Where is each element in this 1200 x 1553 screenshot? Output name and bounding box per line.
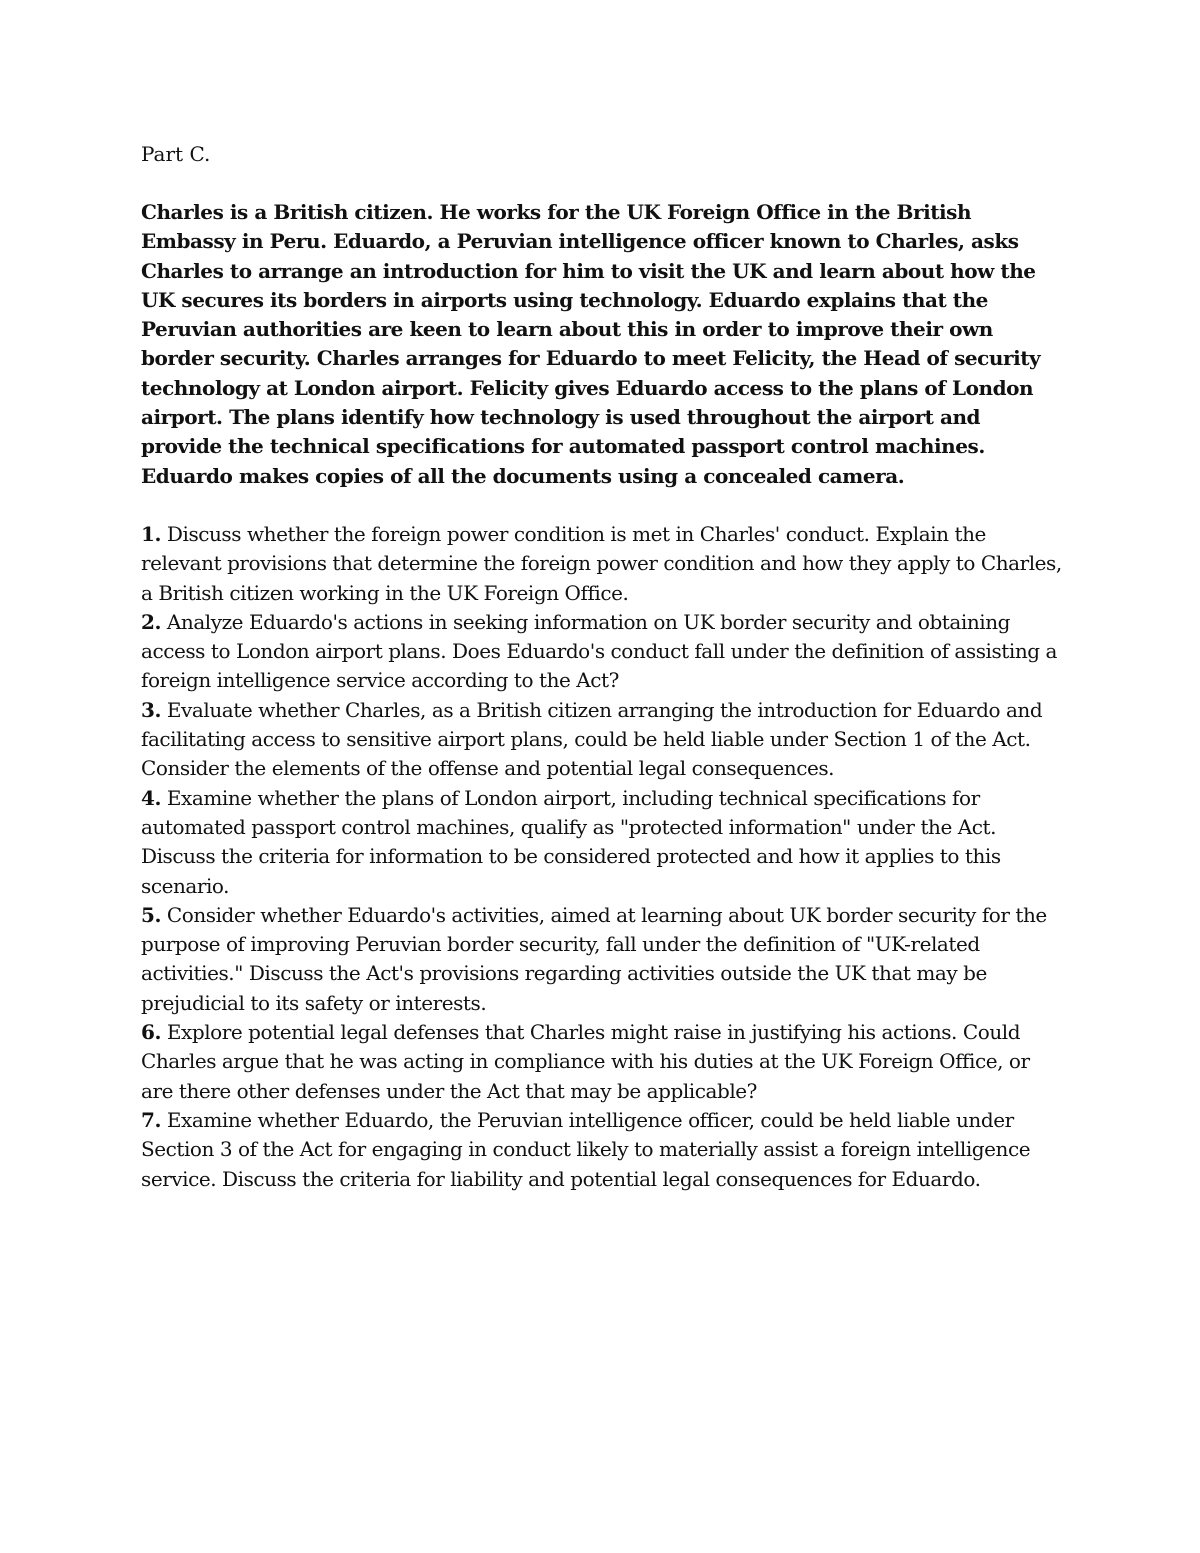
scenario-paragraph: Charles is a British citizen. He works for the UK Foreign Office in the British Embassy in Peru. Eduardo, a Peruvian intelligence officer known to Charles, asks Charles to arrange an introduction for him to visit the UK and learn about how the UK secures its borders in airports using technology. Eduardo explains that the Peruvian authorities are keen to learn about this in order to improve their own border security. Charles arranges for Eduardo to meet Felicity, the Head of security technology at London airport. Felicity gives Eduardo access to the plans of London airport. The plans identify how technology is used throughout the airport and provide the technical specifications for automated passport control machines. Eduardo makes copies of all the documents using a concealed camera. — [141, 200, 1041, 488]
question-number: 2. — [141, 609, 161, 634]
question-text: Analyze Eduardo's actions in seeking information on UK border security and obtaining access to London airport plans. Does Eduardo's conduct fall under the definition of assisting a foreign intelligence service according to the Act? — [141, 609, 1057, 693]
question-item-6 — [141, 1018, 1066, 1106]
question-text: Explore potential legal defenses that Charles might raise in justifying his actions. Could Charles argue that he was acting in compliance with his duties at the UK Foreign Office, or are there other defenses under the Act that may be applicable? — [141, 1020, 1030, 1103]
question-item-5 — [141, 901, 1066, 1018]
part-title: Part C. — [141, 142, 211, 166]
question-text: Examine whether Eduardo, the Peruvian intelligence officer, could be held liable under Section 3 of the Act for engaging in conduct likely to materially assist a foreign intelligence service. Discuss the criteria for liability and potential legal consequences for Eduardo. — [141, 1107, 1031, 1191]
question-number: 5. — [141, 902, 161, 927]
question-text: Evaluate whether Charles, as a British citizen arranging the introduction for Eduardo and facilitating access to sensitive airport plans, could be held liable under Section 1 of the Act. Consider the elements of the offense and potential legal consequences. — [141, 697, 1043, 781]
question-item-4 — [141, 784, 1066, 901]
question-number: 1. — [141, 521, 161, 546]
question-text: Examine whether the plans of London airport, including technical specifications for automated passport control machines, qualify as "protected information" under the Act. Discuss the criteria for information to be considered protected and how it applies to this scenario. — [141, 785, 1001, 898]
question-item-1 — [141, 520, 1066, 608]
question-list — [141, 520, 1066, 1194]
question-item-2 — [141, 608, 1066, 696]
question-text: Consider whether Eduardo's activities, aimed at learning about UK border security for the purpose of improving Peruvian border security, fall under the definition of "UK-related activities." Discuss the Act's provisions regarding activities outside the UK that may be prejudicial to its safety or interests. — [141, 902, 1047, 1015]
question-text: Discuss whether the foreign power condition is met in Charles' conduct. Explain the relevant provisions that determine the foreign power condition and how they apply to Charles, a British citizen working in the UK Foreign Office. — [141, 521, 1062, 605]
question-number: 3. — [141, 697, 161, 722]
question-number: 4. — [141, 785, 161, 810]
question-number: 7. — [141, 1107, 161, 1132]
document-page — [141, 140, 1066, 1194]
question-item-3 — [141, 696, 1066, 784]
question-number: 6. — [141, 1020, 161, 1045]
question-item-7 — [141, 1106, 1066, 1194]
